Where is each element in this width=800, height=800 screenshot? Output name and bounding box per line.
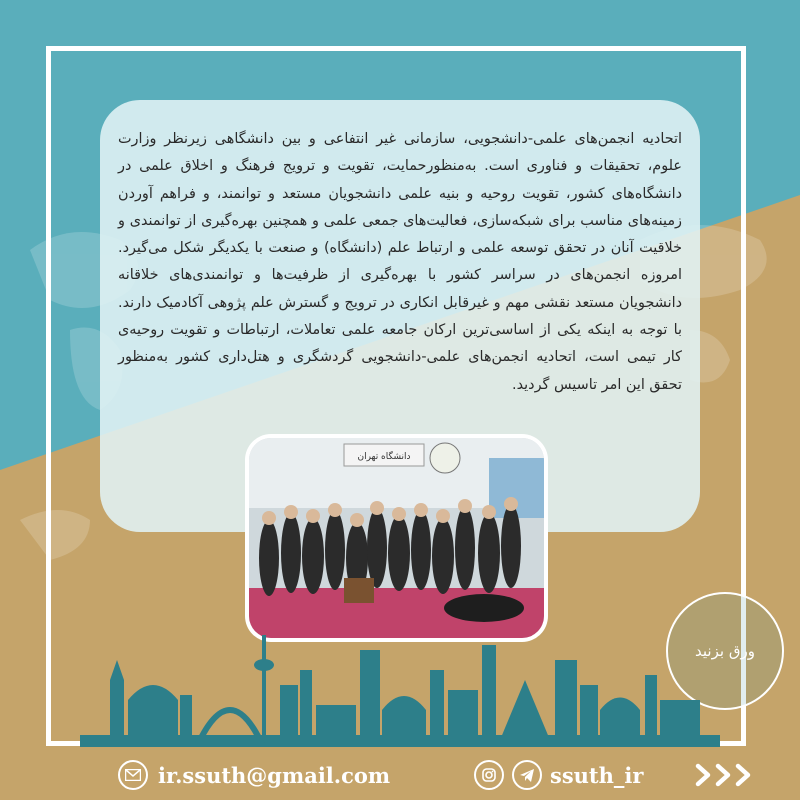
contact-email[interactable] [118,760,390,790]
telegram-icon[interactable] [512,760,542,790]
event-photo [249,438,544,638]
city-skyline [0,620,800,750]
university-seal-icon [430,443,460,473]
handle-text: ssuth_ir [550,762,644,788]
body-paragraph: اتحادیه انجمن‌های علمی-دانشجویی، سازمانی غیر انتفاعی و بین دانشگاهی زیرنظر وزارت علوم، تحقیقات و فناوری است. به‌منظورحمایت، تقویت و ترویج فرهنگ و اخلاق علمی در دانشگاه‌های کشور، تقویت روحیه و بنیه علمی دانشجویان مستعد و توانمند، و فراهم آوردن زمینه‌های مناسب برای شبکه‌سازی، فعالیت‌های جمعی علمی و همچنین بهره‌گیری از توانمندی و خلاقیت آنان در تحقق توسعه علمی و ارتباط علم (دانشگاه) و صنعت با یکدیگر شکل می‌گیرد. امروزه انجمن‌های در سراسر کشور با بهره‌گیری از ظرفیت‌ها و توانمندی‌های خلاقانه دانشجویان مستعد نقشی مهم و غیرقابل انکاری در ترویج و گسترش علم پژوهی آکادمیک دارند. با توجه به اینکه یکی از اساسی‌ترین ارکان جامعه علمی تعاملات، ارتباطات و تقویت روحیه‌ی کار تیمی است، اتحادیه انجمن‌های علمی-دانشجویی گردشگری و هتل‌داری کشور به‌منظور تحقق این امر تاسیس گردید. [118,131,682,393]
triple-chevron-icon[interactable] [694,762,756,788]
swipe-label: ورق بزنید [695,642,755,660]
email-text: ir.ssuth@gmail.com [158,762,391,788]
booth-sign: دانشگاه تهران [357,452,411,462]
envelope-icon [118,760,148,790]
social-handle[interactable] [474,760,643,790]
instagram-icon[interactable] [474,760,504,790]
